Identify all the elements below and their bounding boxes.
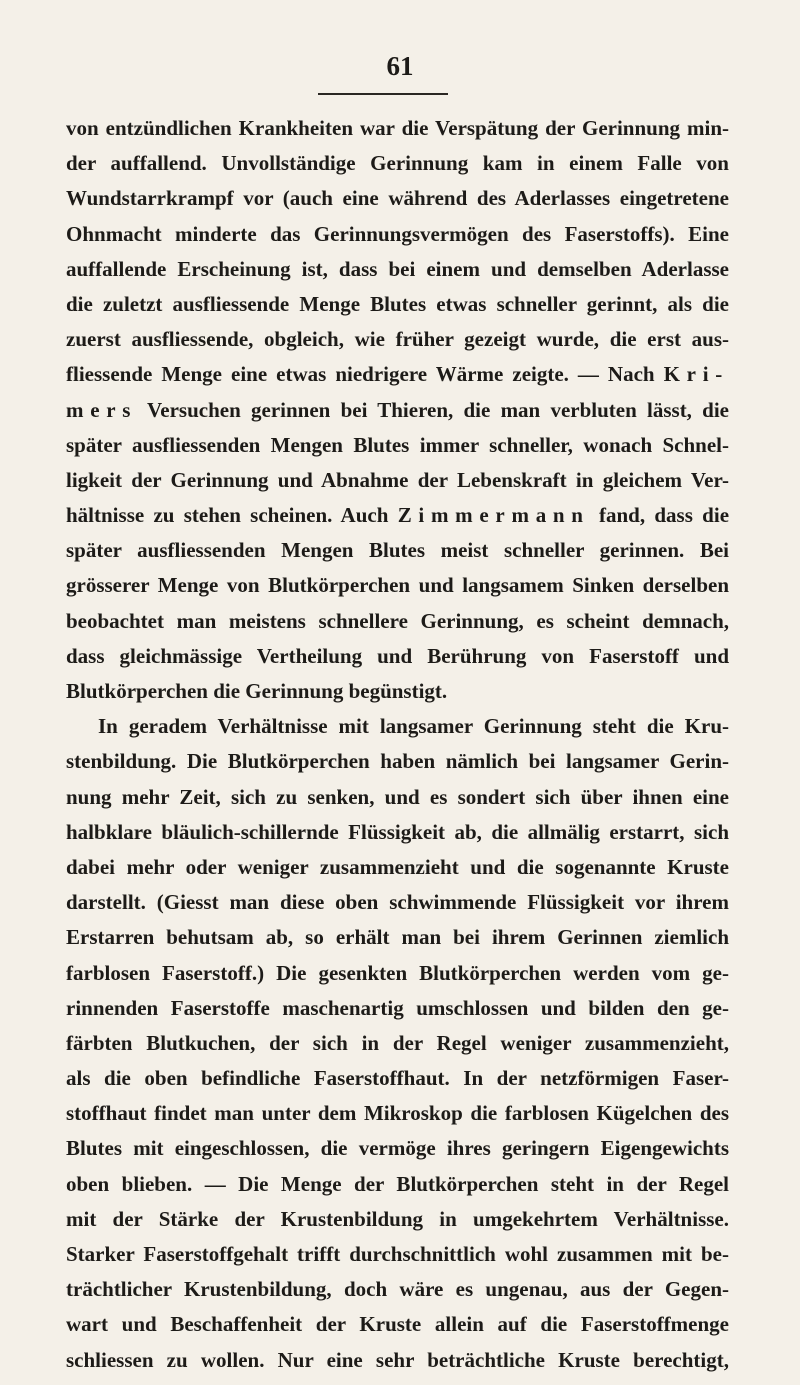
page-number: 61 (386, 51, 414, 81)
spaced-name-zimmermann: Zimmermann (397, 503, 590, 528)
text-segment: fand, dass die (599, 503, 730, 528)
text-line: wart und Beschaffenheit der Kruste allein auf die Faserstoffmenge (66, 1312, 729, 1337)
text-line: rinnenden Faserstoffe maschenartig umschlossen und bilden den ge- (66, 995, 729, 1020)
paragraph-start: In geradem Verhältnisse mit langsamer Gerinnung steht die Kru- (98, 714, 729, 739)
body-text (66, 111, 729, 1378)
text-line (66, 393, 729, 428)
text-line: beobachtet man meistens schnellere Gerinnung, es scheint demnach, (66, 608, 729, 633)
text-line: nung mehr Zeit, sich zu senken, und es sondert sich über ihnen eine (66, 784, 729, 809)
text-line: färbten Blutkuchen, der sich in der Regel weniger zusammenzieht, (66, 1030, 729, 1055)
text-line: Wundstarrkrampf vor (auch eine während des Aderlasses eingetretene (66, 186, 729, 211)
text-line: trächtlicher Krustenbildung, doch wäre es ungenau, aus der Gegen- (66, 1277, 729, 1302)
text-line: grösserer Menge von Blutkörperchen und langsamem Sinken derselben (66, 573, 729, 598)
spaced-name-kri: Kri- (663, 362, 729, 387)
text-line: Erstarren behutsam ab, so erhält man bei ihrem Gerinnen ziemlich (66, 925, 729, 950)
text-line: die zuletzt ausfliessende Menge Blutes etwas schneller gerinnt, als die (66, 291, 729, 316)
spaced-name-mers: mers (66, 397, 138, 422)
text-line: oben blieben. — Die Menge der Blutkörperchen steht in der Regel (66, 1171, 729, 1196)
text-line: Blutes mit eingeschlossen, die vermöge ihres geringern Eigengewichts (66, 1136, 729, 1161)
text-line: stenbildung. Die Blutkörperchen haben nämlich bei langsamer Gerin- (66, 749, 729, 774)
header-rule (318, 93, 448, 95)
text-line: als die oben befindliche Faserstoffhaut. In der netzförmigen Faser- (66, 1066, 729, 1091)
text-line: dabei mehr oder weniger zusammenzieht und die sogenannte Kruste (66, 854, 729, 879)
text-segment: Versuchen gerinnen bei Thieren, die man verbluten lässt, die (147, 397, 729, 422)
text-line: auffallende Erscheinung ist, dass bei einem und demselben Aderlasse (66, 256, 729, 281)
text-segment: hältnisse zu stehen scheinen. Auch (66, 503, 389, 528)
text-line: stoffhaut findet man unter dem Mikroskop die farblosen Kügelchen des (66, 1101, 729, 1126)
text-line: Blutkörperchen die Gerinnung begünstigt. (66, 679, 448, 703)
text-line (66, 498, 729, 533)
text-line: von entzündlichen Krankheiten war die Verspätung der Gerinnung min- (66, 116, 729, 140)
text-line: farblosen Faserstoff.) Die gesenkten Blutkörperchen werden vom ge- (66, 960, 729, 985)
text-line: schliessen zu wollen. Nur eine sehr beträchtliche Kruste berechtigt, (66, 1347, 729, 1372)
text-line: Ohnmacht minderte das Gerinnungsvermögen des Faserstoffs). Eine (66, 221, 729, 246)
text-line: der auffallend. Unvollständige Gerinnung kam in einem Falle von (66, 151, 729, 176)
text-line: mit der Stärke der Krustenbildung in umgekehrtem Verhältnisse. (66, 1206, 729, 1231)
text-segment: fliessende Menge eine etwas niedrigere Wärme zeigte. — Nach (66, 362, 655, 387)
text-line: später ausfliessenden Mengen Blutes meist schneller gerinnen. Bei (66, 538, 729, 563)
text-line: ligkeit der Gerinnung und Abnahme der Lebenskraft in gleichem Ver- (66, 467, 729, 492)
text-line: später ausfliessenden Mengen Blutes immer schneller, wonach Schnel- (66, 432, 729, 457)
text-line: darstellt. (Giesst man diese oben schwimmende Flüssigkeit vor ihrem (66, 890, 729, 915)
text-line (66, 357, 729, 392)
text-line: zuerst ausfliessende, obgleich, wie früher gezeigt wurde, die erst aus- (66, 327, 729, 352)
text-line: dass gleichmässige Vertheilung und Berührung von Faserstoff und (66, 643, 729, 668)
text-line: Starker Faserstoffgehalt trifft durchschnittlich wohl zusammen mit be- (66, 1242, 729, 1266)
text-line: halbklare bläulich-schillernde Flüssigkeit ab, die allmälig erstarrt, sich (66, 819, 729, 844)
